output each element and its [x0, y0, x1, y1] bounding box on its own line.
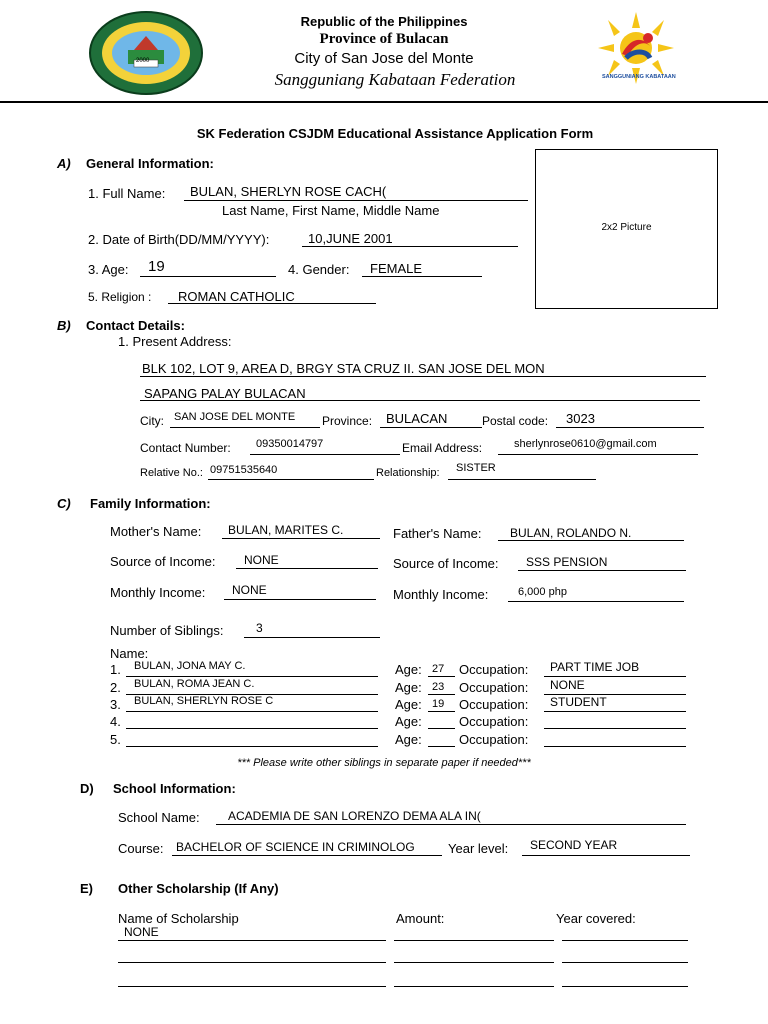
sibling-age-label: Age: — [395, 680, 422, 695]
mother-name-line — [222, 538, 380, 539]
sibling-number: 4. — [110, 714, 121, 729]
religion-value[interactable]: ROMAN CATHOLIC — [178, 289, 295, 304]
scholarship-year-line — [562, 940, 688, 941]
mother-source-line — [236, 568, 378, 569]
scholarship-amount-line — [394, 986, 554, 987]
photo-box[interactable] — [535, 149, 718, 309]
relative-line — [208, 479, 374, 480]
sibling-occupation-line — [544, 676, 686, 677]
dob-value[interactable]: 10,JUNE 2001 — [308, 231, 393, 246]
sibling-number: 2. — [110, 680, 121, 695]
dob-label: 2. Date of Birth(DD/MM/YYYY): — [88, 232, 270, 247]
siblings-note: *** Please write other siblings in separate paper if needed*** — [237, 757, 531, 769]
section-c-letter: C) — [57, 496, 71, 511]
sibling-name-line — [126, 711, 378, 712]
section-c-title: Family Information: — [90, 496, 211, 511]
relationship-label: Relationship: — [376, 467, 440, 479]
sibling-name-line — [126, 746, 378, 747]
scholarship-name-line — [118, 940, 386, 941]
scholarship-name-value[interactable]: NONE — [124, 925, 159, 939]
sibling-occupation-value[interactable]: STUDENT — [550, 695, 607, 709]
course-value[interactable]: BACHELOR OF SCIENCE IN CRIMINOLOG — [176, 840, 415, 854]
sibling-name-value[interactable]: BULAN, ROMA JEAN C. — [134, 678, 255, 690]
scholarship-name-header: Name of Scholarship — [118, 911, 239, 926]
mother-source-label: Source of Income: — [110, 554, 216, 569]
form-title: SK Federation CSJDM Educational Assistance Application Form — [196, 126, 594, 141]
sibling-age-line — [428, 711, 455, 712]
section-d-letter: D) — [80, 781, 94, 796]
religion-label: 5. Religion : — [88, 290, 152, 304]
gender-value[interactable]: FEMALE — [370, 261, 423, 276]
sibling-occupation-label: Occupation: — [459, 732, 529, 747]
photo-label: 2x2 Picture — [601, 222, 652, 233]
father-name-value[interactable]: BULAN, ROLANDO N. — [510, 526, 632, 540]
sibling-number: 3. — [110, 697, 121, 712]
scholarship-name-line — [118, 962, 386, 963]
header-divider — [0, 101, 768, 103]
sibling-occupation-label: Occupation: — [459, 680, 529, 695]
sibling-occupation-line — [544, 711, 686, 712]
sibling-age-value[interactable]: 23 — [432, 681, 445, 693]
scholarship-amount-header: Amount: — [396, 911, 445, 926]
year-level-line — [522, 855, 690, 856]
section-e-title: Other Scholarship (If Any) — [118, 881, 279, 896]
mother-monthly-line — [224, 599, 376, 600]
sibling-occupation-value[interactable]: NONE — [550, 678, 585, 692]
sibling-number: 5. — [110, 732, 121, 747]
contact-number-label: Contact Number: — [140, 441, 231, 455]
sibling-age-label: Age: — [395, 697, 422, 712]
city-line — [170, 427, 320, 428]
course-label: Course: — [118, 841, 164, 856]
province-label: Province: — [322, 414, 373, 428]
postal-line — [556, 427, 704, 428]
section-b-title: Contact Details: — [86, 318, 185, 333]
siblings-count-line — [244, 637, 380, 638]
father-source-label: Source of Income: — [393, 556, 499, 571]
section-e-letter: E) — [80, 881, 93, 896]
sibling-name-line — [126, 676, 378, 677]
father-name-label: Father's Name: — [393, 526, 482, 541]
address-line-1 — [140, 376, 706, 377]
full-name-line — [184, 200, 528, 201]
city-label: City: — [140, 414, 164, 428]
address-line-2-value[interactable]: SAPANG PALAY BULACAN — [144, 386, 306, 401]
relative-value[interactable]: 09751535640 — [210, 464, 278, 476]
age-line — [140, 276, 276, 277]
scholarship-amount-line — [394, 940, 554, 941]
scholarship-year-line — [562, 986, 688, 987]
relationship-line — [448, 479, 596, 480]
postal-label: Postal code: — [482, 414, 549, 428]
siblings-name-label: Name: — [110, 646, 149, 661]
sibling-occupation-line — [544, 746, 686, 747]
father-monthly-label: Monthly Income: — [393, 587, 489, 602]
gender-line — [362, 276, 482, 277]
sibling-age-line — [428, 694, 455, 695]
age-value[interactable]: 19 — [148, 258, 165, 275]
sibling-age-value[interactable]: 27 — [432, 663, 445, 675]
sibling-number: 1. — [110, 662, 121, 677]
school-name-value[interactable]: ACADEMIA DE SAN LORENZO DEMA ALA IN( — [228, 809, 481, 823]
sibling-name-value[interactable]: BULAN, SHERLYN ROSE C — [134, 695, 274, 707]
sibling-occupation-value[interactable]: PART TIME JOB — [550, 660, 640, 674]
header-city: City of San Jose del Monte — [294, 50, 474, 67]
scholarship-year-header: Year covered: — [556, 911, 636, 926]
province-line — [380, 427, 482, 428]
sibling-age-line — [428, 728, 455, 729]
full-name-label: 1. Full Name: — [88, 186, 166, 201]
father-source-line — [518, 570, 686, 571]
gender-label: 4. Gender: — [288, 262, 350, 277]
relative-label: Relative No.: — [140, 467, 203, 479]
email-value[interactable]: sherlynrose0610@gmail.com — [514, 438, 657, 450]
father-source-value[interactable]: SSS PENSION — [526, 555, 608, 569]
contact-number-line — [250, 454, 400, 455]
dob-line — [302, 246, 518, 247]
siblings-count-label: Number of Siblings: — [110, 623, 224, 638]
sibling-age-label: Age: — [395, 732, 422, 747]
father-monthly-value[interactable]: 6,000 php — [518, 586, 567, 598]
school-name-line — [216, 824, 686, 825]
sk-logo-text: SANGGUNIANG KABATAAN — [602, 74, 676, 80]
section-b-letter: B) — [57, 318, 71, 333]
present-address-label: 1. Present Address: — [118, 334, 232, 349]
province-value[interactable]: BULACAN — [386, 411, 448, 426]
sk-kabataan-logo — [592, 10, 680, 94]
school-name-label: School Name: — [118, 810, 200, 825]
section-a-letter: A) — [57, 156, 71, 171]
sibling-age-label: Age: — [395, 714, 422, 729]
sibling-occupation-label: Occupation: — [459, 697, 529, 712]
sibling-occupation-label: Occupation: — [459, 662, 529, 677]
scholarship-amount-line — [394, 962, 554, 963]
course-line — [172, 855, 442, 856]
header-republic: Republic of the Philippines — [300, 14, 468, 29]
email-line — [498, 454, 698, 455]
city-value[interactable]: SAN JOSE DEL MONTE — [174, 411, 296, 423]
father-monthly-line — [508, 601, 684, 602]
mother-monthly-label: Monthly Income: — [110, 585, 206, 600]
scholarship-name-line — [118, 986, 386, 987]
header-sk-federation: Sangguniang Kabataan Federation — [274, 70, 516, 89]
age-label: 3. Age: — [88, 262, 129, 277]
section-a-title: General Information: — [86, 156, 214, 171]
contact-number-value[interactable]: 09350014797 — [256, 438, 324, 450]
full-name-value[interactable]: BULAN, SHERLYN ROSE CACH( — [190, 184, 387, 199]
sibling-age-label: Age: — [395, 662, 422, 677]
sibling-name-value[interactable]: BULAN, JONA MAY C. — [134, 660, 246, 672]
year-level-value[interactable]: SECOND YEAR — [530, 838, 618, 852]
mother-monthly-value[interactable]: NONE — [232, 583, 267, 597]
sibling-age-line — [428, 746, 455, 747]
sibling-age-value[interactable]: 19 — [432, 698, 445, 710]
sibling-occupation-line — [544, 728, 686, 729]
relationship-value[interactable]: SISTER — [456, 462, 496, 474]
mother-name-value[interactable]: BULAN, MARITES C. — [228, 523, 344, 537]
sibling-name-line — [126, 728, 378, 729]
seal-year: 2000 — [136, 58, 150, 64]
year-level-label: Year level: — [448, 841, 509, 856]
postal-value[interactable]: 3023 — [566, 411, 595, 426]
mother-source-value[interactable]: NONE — [244, 553, 279, 567]
sibling-occupation-label: Occupation: — [459, 714, 529, 729]
email-label: Email Address: — [402, 441, 483, 455]
section-d-title: School Information: — [113, 781, 236, 796]
address-line-1-value[interactable]: BLK 102, LOT 9, AREA D, BRGY STA CRUZ II. SAN JOSE DEL MON — [142, 361, 545, 376]
header-province: Province of Bulacan — [319, 31, 449, 47]
father-name-line — [498, 540, 684, 541]
sibling-age-line — [428, 676, 455, 677]
name-hint: Last Name, First Name, Middle Name — [222, 203, 440, 218]
siblings-count-value[interactable]: 3 — [256, 621, 263, 635]
mother-name-label: Mother's Name: — [110, 524, 202, 539]
scholarship-year-line — [562, 962, 688, 963]
